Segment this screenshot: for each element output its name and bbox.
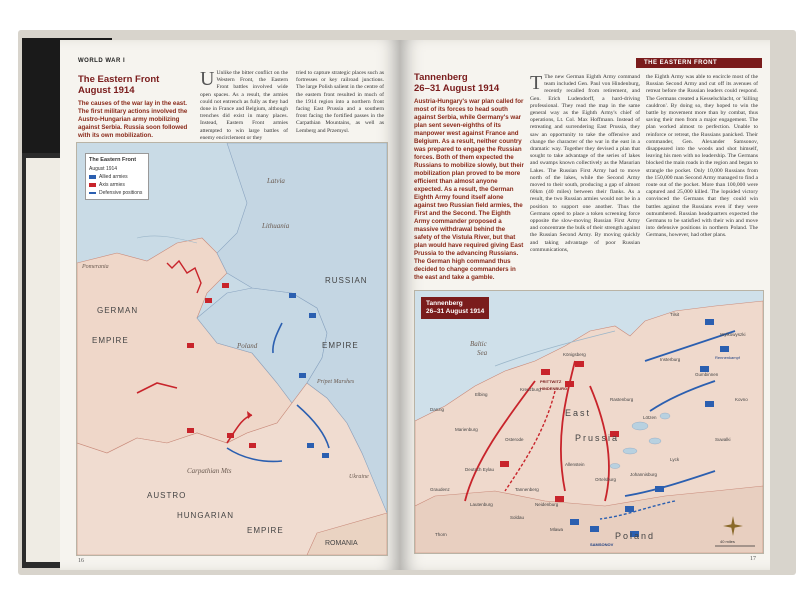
map-label-carpathian: Carpathian Mts bbox=[187, 467, 232, 475]
town-neidenburg: Neidenburg bbox=[535, 502, 559, 507]
label-sea: Sea bbox=[477, 349, 488, 357]
russian-corps-marker bbox=[625, 506, 634, 512]
right-body-column-2 bbox=[530, 74, 640, 284]
town-suwalki: Suwalki bbox=[715, 437, 731, 442]
town-soldau: Soldau bbox=[510, 515, 525, 520]
town-ortelsburg: Ortelsburg bbox=[595, 477, 617, 482]
town-kovno: Kovno bbox=[735, 397, 748, 402]
german-unit-marker bbox=[205, 298, 212, 303]
map-label-ukraine: Ukraine bbox=[349, 474, 369, 480]
town-danzig: Danzig bbox=[430, 407, 445, 412]
town-thorn: Thorn bbox=[435, 532, 447, 537]
legend-subtitle: August 1914 bbox=[89, 166, 118, 172]
right-intro-text: Austria-Hungary's war plan called for most of its forces to head south against Serbia, while Germany's war plan sent seven-eighths of its manpower west against France and Belgium. As a result, neither country was prepared to engage the Russian forces. Both of them expected the Russians to mobilize slowly, but their mobilization plan proved to be more efficient than almost anyone expected. As a result, the German Eighth Army found itself alone against two Russian field armies, the First and the Second. The Eighth Army commander proposed a massive withdrawal behind the safety of the Vistula River, but that plan would have required giving East Prussia to the advancing Russians. The German high command thus decided to change commanders in the east and take a gamble. bbox=[414, 98, 524, 281]
right-col2-text: The new German Eighth Army command team included Gen. Paul von Hindenburg, recently recalled from retirement, and Gen. Erich Ludendorff, a hard-driving professional. They read the map in the same general way as the Eighth Army's chief of operations, Lt. Col. Max Hoffmann. Instead of retreating and surrendering East Prussia, they saw an opportunity to take the offensive and change the character of the war in the east in a dramatic way. Together they devised a plan that sought to take advantage of the series of lakes and swamps known collectively as the Masurian Lakes. The Russian First Army had to move north of the lakes, while the Second Army moved to their south, producing a gap of almost 60km (40 miles) between their flanks. As a result, the two Russian armies would not be in a position to support one another. Thus the Germans opted to place a token screening force opposite the slow-moving Russian First Army and concentrate the bulk of their strength against the Russian Second Army. By moving quickly and taking advantage of poor Russian communications, bbox=[530, 74, 640, 253]
legend-title: The Eastern Front bbox=[89, 157, 137, 163]
right-page bbox=[400, 40, 770, 570]
russian-corps-marker bbox=[705, 401, 714, 407]
legend-swatch-defensive bbox=[89, 192, 96, 194]
legend-label-defensive: Defensive positions bbox=[99, 190, 143, 196]
town-konigsberg: Königsberg bbox=[563, 352, 586, 357]
left-title-line-2: August 1914 bbox=[78, 85, 135, 96]
town-allenstein: Allenstein bbox=[565, 462, 585, 467]
left-page-title bbox=[78, 74, 188, 96]
russian-corps-marker bbox=[570, 519, 579, 525]
russian-corps-marker bbox=[705, 319, 714, 325]
legend-label-allied: Allied armies bbox=[99, 174, 128, 180]
german-corps-marker bbox=[500, 461, 509, 467]
legend-swatch-axis bbox=[89, 183, 96, 187]
german-unit-marker bbox=[187, 343, 194, 348]
map-title-line-1: Tannenberg bbox=[426, 300, 463, 307]
eastern-front-map-svg bbox=[77, 143, 387, 555]
german-corps-marker bbox=[575, 361, 584, 367]
russian-corps-marker bbox=[655, 486, 664, 492]
legend-row-axis bbox=[89, 182, 145, 188]
map-label-lithuania: Lithuania bbox=[262, 222, 290, 230]
map-title-line-2: 26–31 August 1914 bbox=[426, 308, 485, 315]
left-page-number: 16 bbox=[78, 558, 84, 564]
map-label-hungarian: HUNGARIAN bbox=[177, 511, 235, 520]
town-lyck: Lyck bbox=[670, 457, 680, 462]
drop-cap: T bbox=[530, 74, 543, 94]
russian-corps-marker bbox=[720, 346, 729, 352]
map-label-austro-empire: EMPIRE bbox=[247, 526, 284, 535]
left-page bbox=[60, 40, 400, 570]
legend-label-axis: Axis armies bbox=[99, 182, 125, 188]
commander-prittwitz: PRITTWITZ bbox=[540, 379, 562, 384]
commander-rennenkampf: Rennenkampf bbox=[715, 355, 740, 360]
russian-corps-marker bbox=[590, 526, 599, 532]
map-label-german-empire: EMPIRE bbox=[92, 336, 129, 345]
town-kreuzburg: Kreuzburg bbox=[520, 387, 541, 392]
eastern-front-map bbox=[76, 142, 388, 556]
austrian-unit-marker bbox=[249, 443, 256, 448]
left-col2-text: Unlike the bitter conflict on the Western Front, the Eastern Front battles involved wide open spaces. As a result, the armies could not entrench as fully as they had done in France and Belgium, although trenches did exist in many places. Instead, Eastern Front armies attempted to win large battles of enemy encirclement or they bbox=[200, 70, 288, 140]
austrian-unit-marker bbox=[187, 428, 194, 433]
map-label-empire: EMPIRE bbox=[322, 341, 359, 350]
legend-row-defensive bbox=[89, 190, 145, 196]
running-head-right: THE EASTERN FRONT bbox=[644, 60, 718, 66]
right-page-number: 17 bbox=[750, 556, 756, 562]
legend-row-allied bbox=[89, 174, 145, 180]
map-label-romania: ROMANIA bbox=[325, 540, 358, 547]
map-legend bbox=[85, 153, 149, 200]
map-label-latvia: Latvia bbox=[267, 177, 285, 185]
tannenberg-map-title bbox=[421, 297, 489, 319]
right-title-line-1: Tannenberg bbox=[414, 72, 468, 83]
town-marienburg: Marienburg bbox=[455, 427, 478, 432]
town-tannenberg: Tannenberg bbox=[515, 487, 539, 492]
map-label-pripet: Pripet Marshes bbox=[317, 379, 355, 385]
map-label-poland: Poland bbox=[237, 342, 258, 350]
town-gumbinnen: Gumbinnen bbox=[695, 372, 719, 377]
german-corps-marker bbox=[541, 369, 550, 375]
russian-unit-marker bbox=[299, 373, 306, 378]
label-poland: Poland bbox=[615, 531, 656, 541]
map-label-austro: AUSTRO bbox=[147, 491, 187, 500]
town-mlawa: Mlawa bbox=[550, 527, 564, 532]
town-insterburg: Insterburg bbox=[660, 357, 681, 362]
austrian-unit-marker bbox=[227, 433, 234, 438]
drop-cap: U bbox=[200, 70, 215, 90]
running-head-left: WORLD WAR I bbox=[78, 58, 126, 64]
tannenberg-map-svg bbox=[415, 291, 763, 553]
map-label-russian: RUSSIAN bbox=[325, 276, 368, 285]
left-title-line-1: The Eastern Front bbox=[78, 74, 160, 85]
town-lotzen: Lötzen bbox=[643, 415, 657, 420]
tannenberg-map bbox=[414, 290, 764, 554]
town-osterode: Osterode bbox=[505, 437, 524, 442]
map-label-german: GERMAN bbox=[97, 306, 139, 315]
left-intro-text: The causes of the war lay in the east. The first military actions involved the Austro-Hungarian army mobilizing against Serbia. Russia soon followed with its own mobilization. bbox=[78, 100, 188, 139]
right-body-column-3: the Eighth Army was able to encircle most of the Russian Second Army and cut off its avenues of retreat before the Russian leaders could respond. The Germans created a Kesselschlacht, or 'killing cauldron'. By doing so, they hoped to win the battle by movement more than by combat, thus saving their men from a major engagement. The plan worked almost to perfection. Unable to reinforce or retreat, the Russians panicked. Their commander, Gen. Alexander Samsonov, disappeared into the woods and shot himself, leaving his men with no leadership. The Germans blocked the main roads in the region and began to strangle the pocket. Only 10,000 Russians from the 150,000 man Second Army managed to find a route out of the pocket. More than 100,000 were captured and 25,000 killed. The lopsided victory convinced the Germans that they could win battles against the Russians even if they were outnumbered. Russian headquarters expected the Germans to be satisfied with their win and move into defensive positions in northern Poland. The Germans, however, had other plans. bbox=[646, 74, 758, 239]
map-label-pomerania: Pomerania bbox=[82, 264, 109, 270]
label-east: East bbox=[565, 408, 592, 418]
town-wylkowyszki: Wylkowyszki bbox=[720, 332, 746, 337]
town-rastenburg: Rastenburg bbox=[610, 397, 634, 402]
town-elbing: Elbing bbox=[475, 392, 488, 397]
town-johannisburg: Johannisburg bbox=[630, 472, 658, 477]
russian-unit-marker bbox=[307, 443, 314, 448]
label-prussia: Prussia bbox=[575, 433, 620, 443]
left-body-column-2 bbox=[200, 70, 288, 140]
scale-label: 40 miles bbox=[720, 539, 735, 544]
town-graudenz: Graudenz bbox=[430, 487, 450, 492]
commander-hindenburg: HINDENBURG bbox=[540, 386, 568, 391]
legend-swatch-allied bbox=[89, 175, 96, 179]
commander-samsonov: SAMSONOV bbox=[590, 542, 614, 547]
town-lautenburg: Lautenburg bbox=[470, 502, 493, 507]
russian-unit-marker bbox=[309, 313, 316, 318]
town-deutsch-eylau: Deutsch Eylau bbox=[465, 467, 495, 472]
town-tilsit: Tilsit bbox=[670, 312, 680, 317]
right-title-line-2: 26–31 August 1914 bbox=[414, 83, 500, 94]
russian-unit-marker bbox=[322, 453, 329, 458]
label-baltic: Baltic bbox=[470, 340, 487, 348]
left-body-column-3: tried to capture strategic places such as fortresses or key railroad junctions. The large Polish salient in the centre of the eastern front resulted in much of the 1914 region into a northern front facing East Prussia and a southern front facing the fortified passes in the Carpathian Mountains, as well as Lemberg and Przemysl. bbox=[296, 70, 384, 134]
right-page-title bbox=[414, 72, 524, 94]
russian-unit-marker bbox=[289, 293, 296, 298]
german-unit-marker bbox=[222, 283, 229, 288]
